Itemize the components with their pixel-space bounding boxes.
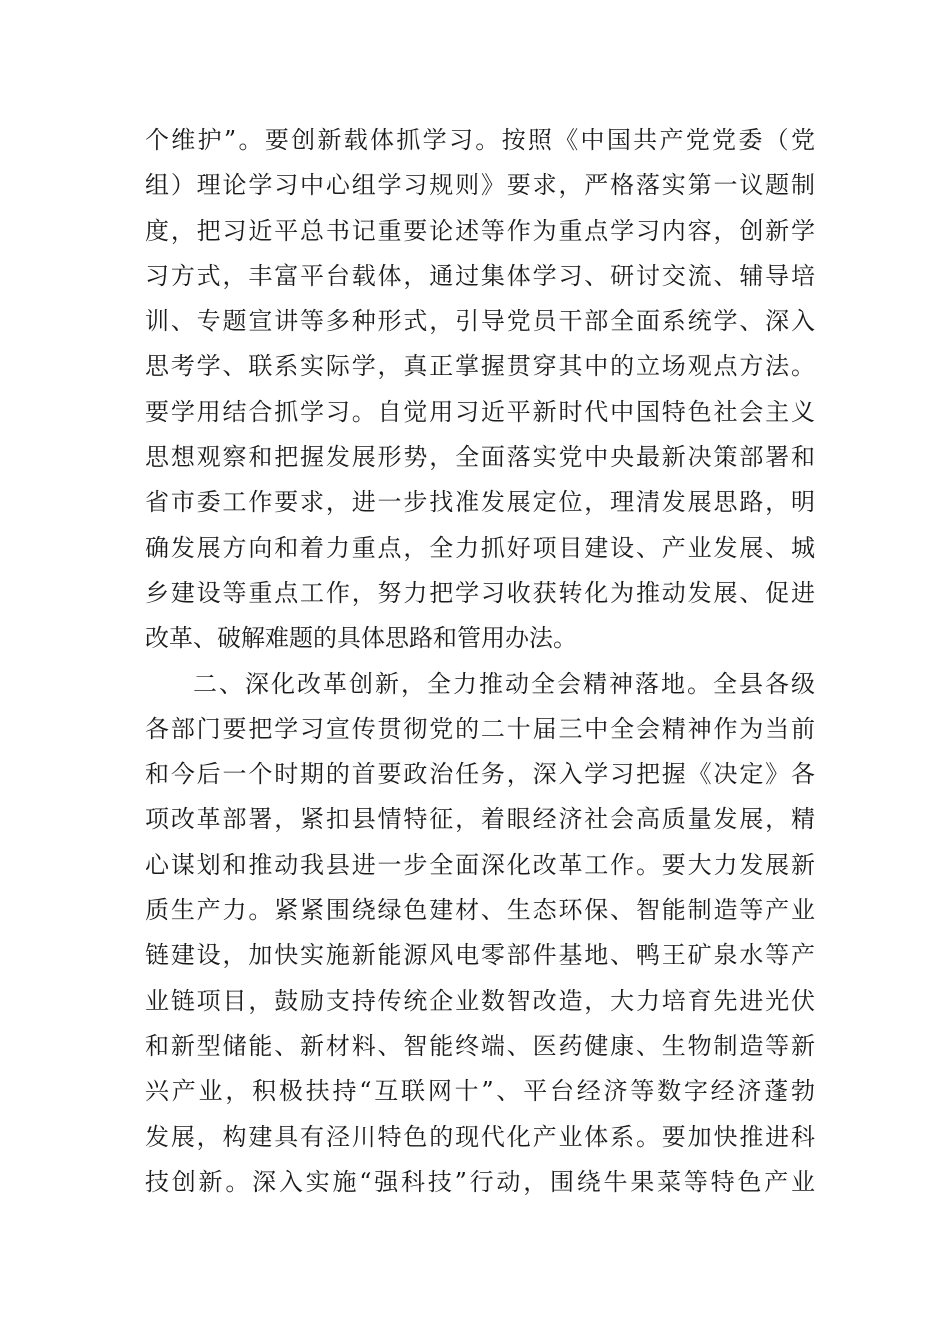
text-line: 各部门要把学习宣传贯彻党的二十届三中全会精神作为当前 xyxy=(145,714,815,743)
text-line: 和新型储能、新材料、智能终端、医药健康、生物制造等新 xyxy=(145,1031,815,1060)
text-line: 和今后一个时期的首要政治任务，深入学习把握《决定》各 xyxy=(145,760,815,789)
text-line: 项改革部署，紧扣县情特征，着眼经济社会高质量发展，精 xyxy=(145,805,815,834)
text-line: 省市委工作要求，进一步找准发展定位，理清发展思路，明 xyxy=(145,488,815,517)
body-text xyxy=(145,118,815,1205)
text-line: 组）理论学习中心组学习规则》要求，严格落实第一议题制 xyxy=(145,171,815,200)
text-line: 业链项目，鼓励支持传统企业数智改造，大力培育先进光伏 xyxy=(145,986,815,1015)
text-line: 发展，构建具有泾川特色的现代化产业体系。要加快推进科 xyxy=(145,1122,815,1151)
text-line: 乡建设等重点工作，努力把学习收获转化为推动发展、促进 xyxy=(145,578,815,607)
text-line: 习方式，丰富平台载体，通过集体学习、研讨交流、辅导培 xyxy=(145,261,815,290)
text-line: 思考学、联系实际学，真正掌握贯穿其中的立场观点方法。 xyxy=(145,352,815,381)
text-line: 兴产业，积极扶持“互联网十”、平台经济等数字经济蓬勃 xyxy=(145,1077,815,1106)
text-line: 训、专题宣讲等多种形式，引导党员干部全面系统学、深入 xyxy=(145,307,815,336)
text-line: 改革、破解难题的具体思路和管用办法。 xyxy=(145,624,577,653)
text-line: 个维护”。要创新载体抓学习。按照《中国共产党党委（党 xyxy=(145,126,815,154)
text-line: 链建设，加快实施新能源风电零部件基地、鸭王矿泉水等产 xyxy=(145,941,815,970)
text-line: 二、深化改革创新，全力推动全会精神落地。全县各级 xyxy=(193,669,815,698)
text-line: 确发展方向和着力重点，全力抓好项目建设、产业发展、城 xyxy=(145,533,815,562)
text-line: 质生产力。紧紧围绕绿色建材、生态环保、智能制造等产业 xyxy=(145,896,815,925)
text-line: 要学用结合抓学习。自觉用习近平新时代中国特色社会主义 xyxy=(145,397,815,426)
text-line: 度，把习近平总书记重要论述等作为重点学习内容，创新学 xyxy=(145,216,815,245)
text-line: 技创新。深入实施“强科技”行动，围绕牛果菜等特色产业 xyxy=(145,1167,815,1196)
text-line: 思想观察和把握发展形势，全面落实党中央最新决策部署和 xyxy=(145,443,815,472)
text-line: 心谋划和推动我县进一步全面深化改革工作。要大力发展新 xyxy=(145,850,815,879)
